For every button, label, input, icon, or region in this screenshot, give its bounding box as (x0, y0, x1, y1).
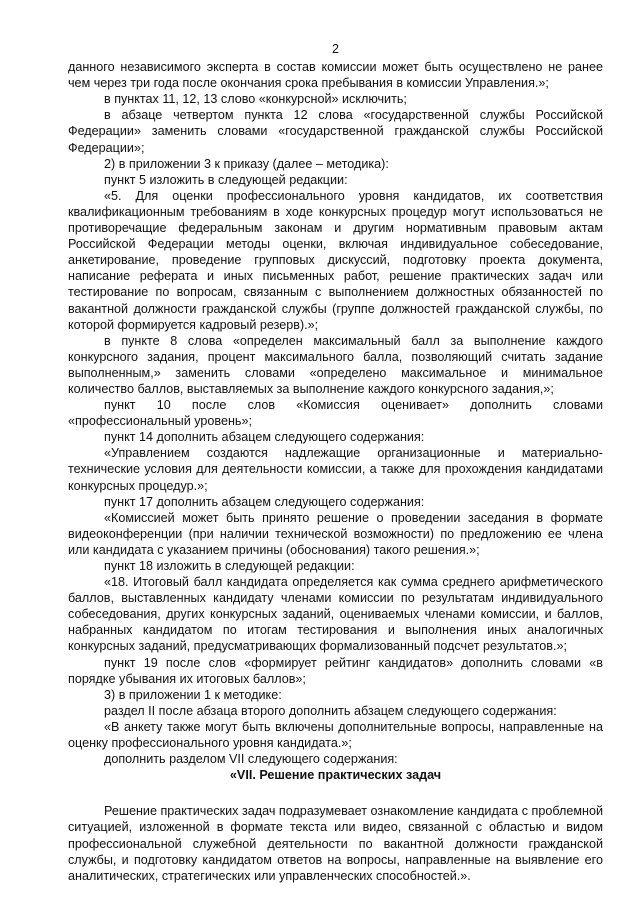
paragraph-section-2-text: «В анкету также могут быть включены дополнительные вопросы, направленные на оценку профессионального уровня кандидата.»; (68, 719, 603, 751)
paragraph-point-10: пункт 10 после слов «Комиссия оценивает» дополнить словами «профессиональный уровень»; (68, 398, 603, 429)
paragraph-continuation: данного независимого эксперта в состав комиссии может быть осуществлено не ранее чем через три года после окончания срока пребывания в комиссии Управления.»; (68, 60, 603, 91)
paragraph-point-5-text: «5. Для оценки профессионального уровня кандидатов, их соответствия квалификационным требованиям в ходе конкурсных процедур могут использоваться не противоречащие федеральным законам и другим нормативным правовым актам Российской Федерации методы оценки, включая индивидуальное собеседование, анкетирование, проведение групповых дискуссий, подготовку проекта документа, написание реферата и иных письменных работ, решение практических задач или тестирование по вопросам, связанным с выполнением должностных обязанностей по вакантной должности гражданской службы (группе должностей гражданской службы, по которой формируется кадровый резерв).»; (68, 188, 603, 332)
paragraph-appendix-3: 2) в приложении 3 к приказу (далее – методика): (104, 156, 389, 171)
spacer (68, 793, 603, 803)
paragraph-amend-11-13: в пунктах 11, 12, 13 слово «конкурсной» исключить; (104, 92, 407, 107)
paragraph-point-5-intro: пункт 5 изложить в следующей редакции: (104, 172, 348, 187)
section-heading: «VII. Решение практических задач (229, 768, 442, 783)
paragraph-section-7-intro: дополнить разделом VII следующего содержания: (104, 752, 398, 767)
paragraph-point-18-text: «18. Итоговый балл кандидата определяется как сумма среднего арифметического баллов, выставленных кандидату членами комиссии по результатам индивидуального собеседования, других конкурсных заданий, оцениваемых членами комиссии, и баллов, набранных кандидатом по итогам тестирования и выполнения иных аналогичных конкурсных заданий, предусматривающих формализованный подсчет результатов.»; (68, 575, 603, 654)
paragraph-point-18-intro: пункт 18 изложить в следующей редакции: (104, 559, 355, 573)
paragraph-point-14-intro: пункт 14 дополнить абзацем следующего содержания: (104, 430, 425, 445)
paragraph-point-19: пункт 19 после слов «формирует рейтинг кандидатов» дополнить словами «в порядке убывания их итоговых баллов»; (68, 655, 603, 686)
page-number: 2 (331, 42, 339, 56)
paragraph-point-14-text: «Управлением создаются надлежащие организационные и материально-технические условия для деятельности комиссии, а также для прохождения кандидатами конкурсных процедур.»; (68, 446, 603, 493)
document-page (68, 41, 603, 884)
paragraph-point-17-text: «Комиссией может быть принято решение о проведении заседания в формате видеоконференции (при наличии технической возможности) по предложению ее члена или кандидата с указанием причины (обоснования) такого решения.»; (68, 510, 603, 557)
paragraph-amend-12: в абзаце четвертом пункта 12 слова «государственной службы Российской Федерации» заменить словами «государственной гражданской службы Российской Федерации»; (68, 108, 603, 155)
paragraph-appendix-1: 3) в приложении 1 к методике: (104, 687, 282, 702)
paragraph-point-8: в пункте 8 слова «определен максимальный балл за выполнение каждого конкурсного задания, процент максимального балла, позволяющий считать задание выполненным,» заменить словами «определено максимальное и минимальное количество баллов, выставляемых за выполнение каждого конкурсного задания,»; (68, 333, 603, 396)
paragraph-point-17-intro: пункт 17 дополнить абзацем следующего содержания: (104, 494, 425, 509)
paragraph-section-2-intro: раздел II после абзаца второго дополнить абзацем следующего содержания: (104, 703, 557, 718)
paragraph-section-7-text: Решение практических задач подразумевает ознакомление кандидата с проблемной ситуацией, изложенной в формате текста или видео, связанной с областью и видом профессиональной служебной деятельности по вакантной должности гражданской службы, и подготовку кандидатом ответов на вопросы, направленные на выявление его аналитических, стратегических или управленческих способностей.». (68, 804, 603, 883)
